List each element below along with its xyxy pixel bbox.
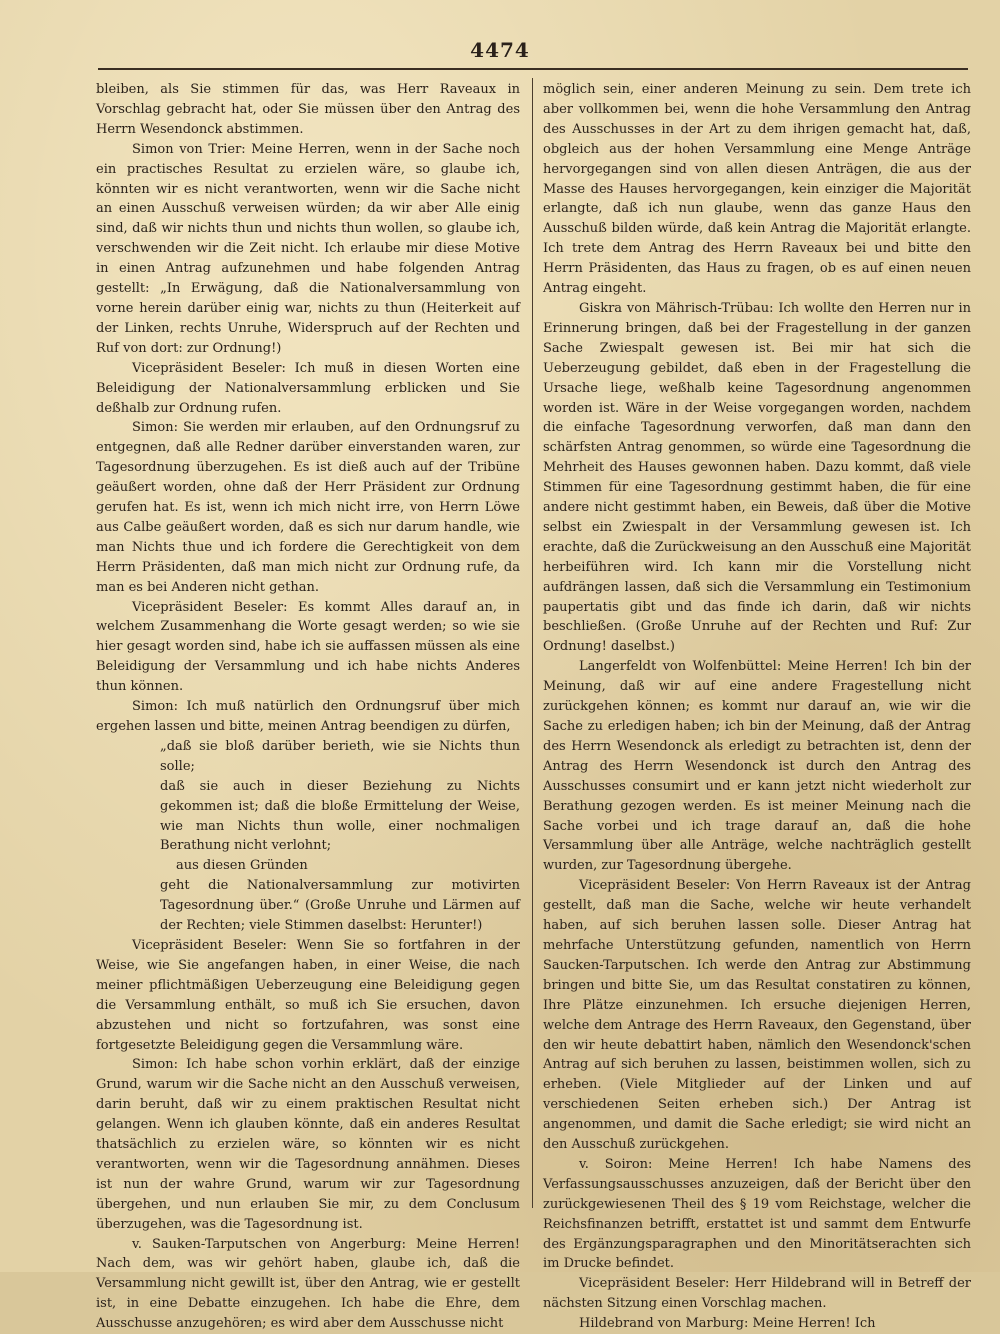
paragraph: Hildebrand von Marburg: Meine Herren! Ich [579, 1316, 876, 1332]
paragraph: Simon: Ich muß natürlich den Ordnungsruf über mich ergehen lassen und bitte, meinen Antrag beendigen zu dürfen, [96, 699, 520, 734]
paragraph: Simon von Trier: Meine Herren, wenn in der Sache noch ein practisches Resultat zu erzielen wäre, so glaube ich, könnten wir es nicht verantworten, wenn wir die Sache nicht an einen Ausschuß verweisen würden; da wir aber Alle einig sind, daß wir nichts thun und nichts thun wollen, so glaube ich, verschwenden wir die Zeit nicht. Ich erlaube mir diese Motive in einen Antrag aufzunehmen und habe folgenden Antrag gestellt: „In Erwägung, daß die Nationalversammlung von vorne herein darüber einig war, nichts zu thun (Heiterkeit auf der Linken, rechts Unruhe, Widerspruch auf der Rechten und Ruf von dort: zur Ordnung!) [96, 141, 520, 356]
motion-quote [96, 737, 520, 936]
paragraph: bleiben, als Sie stimmen für das, was Herr Raveaux in Vorschlag gebracht hat, oder Sie müssen über den Antrag des Herrn Wesendonck abstimmen. [96, 82, 520, 137]
paragraph: v. Soiron: Meine Herren! Ich habe Namens des Verfassungsausschusses anzuzeigen, daß der Bericht über den zurückgewiesenen Theil des § 19 vom Reichstage, welcher die Reichsfinanzen betrifft, erstattet ist und sammt dem Entwurfe des Ergänzungsparagraphen und den Minoritätserachten sich im Drucke befindet. [543, 1156, 971, 1272]
paragraph: Vicepräsident Beseler: Herr Hildebrand will in Betreff der nächsten Sitzung einen Vorschlag machen. [543, 1276, 971, 1312]
paragraph: möglich sein, einer anderen Meinung zu sein. Dem trete ich aber vollkommen bei, wenn die hohe Versammlung den Antrag des Ausschusses in der Art zu dem ihrigen gemacht hat, daß, obgleich aus der hohen Versammlung eine Menge Anträge hervorgegangen sind von allen diesen Anträgen, die aus der Masse des Hauses hervorgegangen, kein einziger die Majorität erlangte, daß ich nun glaube, wenn das ganze Haus den Ausschuß bilden würde, daß kein Antrag die Majorität erlangte. Ich trete dem Antrag des Herrn Raveaux bei und bitte den Herrn Präsidenten, das Haus zu fragen, ob es auf einen neuen Antrag eingeht. [543, 82, 971, 297]
paragraph: Vicepräsident Beseler: Ich muß in diesen Worten eine Beleidigung der Nationalversammlung erblicken und Sie deßhalb zur Ordnung rufen. [96, 360, 520, 416]
quote-line: geht die Nationalversammlung zur motivirten Tagesordnung über.“ (Große Unruhe und Lärmen auf der Rechten; viele Stimmen daselbst: Herunter!) [160, 878, 520, 934]
paragraph: Simon: Sie werden mir erlauben, auf den Ordnungsruf zu entgegnen, daß alle Redner darüber einverstanden waren, zur Tagesordnung überzugehen. Es ist dieß auch auf der Tribüne geäußert worden, ohne daß der Herr Präsident zur Ordnung gerufen hat. Es ist, wenn ich mich nicht irre, von Herrn Löwe aus Calbe geäußert worden, daß es sich nur darum handle, wie man Nichts thue und ich fordere die Gerechtigkeit von dem Herrn Präsidenten, daß man mich nicht zur Ordnung rufe, da man es bei Anderen nicht gethan. [96, 420, 520, 595]
paragraph: Simon: Ich habe schon vorhin erklärt, daß der einzige Grund, warum wir die Sache nicht an den Ausschuß verweisen, darin beruht, daß wir zu einem praktischen Resultat nicht gelangen. Wenn ich glauben könnte, daß ein anderes Resultat thatsächlich zu erzielen wäre, so könnten wir es nicht verantworten, wenn wir die Tagesordnung annähmen. Dieses ist nun der wahre Grund, warum wir zur Tagesordnung übergehen, und nun erlauben Sie mir, zu dem Conclusum überzugehen, was die Tagesordnung ist. [96, 1057, 520, 1232]
paragraph: Langerfeldt von Wolfenbüttel: Meine Herren! Ich bin der Meinung, daß wir auf eine andere Fragestellung nicht zurückgehen können; es kommt nur darauf an, wie wir die Sache zu erledigen haben; ich bin der Meinung, daß der Antrag des Herrn Wesendonck als erledigt zu betrachten ist, denn der Antrag des Herrn Wesendonck ist durch den Antrag des Ausschusses consumirt und er kann jetzt nicht wiederholt zur Berathung gezogen werden. Es ist meiner Meinung nach die Sache vorbei und ich trage darauf an, daß die hohe Versammlung über alle Anträge, welche nachträglich gestellt wurden, zur Tagesordnung übergehe. [543, 659, 971, 874]
header-rule [98, 68, 968, 70]
quote-line: aus diesen Gründen [176, 858, 308, 874]
column-divider [532, 78, 533, 1208]
paragraph: v. Sauken-Tarputschen von Angerburg: Meine Herren! Nach dem, was wir gehört haben, glaube ich, daß die Versammlung nicht gewillt ist, über den Antrag, wie er gestellt ist, in eine Debatte einzugehen. Ich habe die Ehre, dem Ausschusse anzugehören; es wird aber dem Ausschusse nicht [96, 1236, 520, 1332]
paragraph: Vicepräsident Beseler: Von Herrn Raveaux ist der Antrag gestellt, daß man die Sache, welche wir heute verhandelt haben, auf sich beruhen lassen solle. Dieser Antrag hat mehrfache Unterstützung gefunden, namentlich von Herrn Saucken-Tarputschen. Ich werde den Antrag zur Abstimmung bringen und bitte Sie, um das Resultat constatiren zu können, Ihre Plätze einzunehmen. Ich ersuche diejenigen Herren, welche dem Antrage des Herrn Raveaux, den Gegenstand, über den wir heute debattirt haben, nämlich den Wesendonck'schen Antrag auf sich beruhen zu lassen, beistimmen wollen, sich zu erheben. (Viele Mitglieder auf der Linken und auf verschiedenen Seiten erheben sich.) Der Antrag ist angenommen, und damit die Sache erledigt; sie wird nicht an den Ausschuß zurückgehen. [543, 878, 971, 1153]
page-number: 4474 [470, 38, 530, 62]
left-column [96, 80, 520, 1334]
right-column [543, 80, 971, 1334]
quote-line: „daß sie bloß darüber berieth, wie sie Nichts thun solle; [160, 738, 520, 774]
paragraph: Vicepräsident Beseler: Wenn Sie so fortfahren in der Weise, wie Sie angefangen haben, in einer Weise, die nach meiner pflichtmäßigen Ueberzeugung eine Beleidigung gegen die Versammlung enthält, so muß ich Sie ersuchen, davon abzustehen und nicht so fortzufahren, was sonst eine fortgesetzte Beleidigung gegen die Versammlung wäre. [96, 937, 520, 1053]
paragraph: Vicepräsident Beseler: Es kommt Alles darauf an, in welchem Zusammenhang die Worte gesagt werden; so wie sie hier gesagt worden sind, habe ich sie auffassen müssen als eine Beleidigung der Versammlung und ich habe nichts Anderes thun können. [96, 599, 520, 695]
paragraph: Giskra von Mährisch-Trübau: Ich wollte den Herren nur in Erinnerung bringen, daß bei der Fragestellung in der ganzen Sache Zwiespalt gewesen ist. Bei mir hat sich die Ueberzeugung gebildet, daß eben in der Fragestellung die Ursache liege, weßhalb keine Tagesordnung angenommen worden ist. Wäre in der Weise vorgegangen worden, nachdem die einfache Tagesordnung verworfen, daß man dann den schärfsten Antrag genommen, so würde eine Tagesordnung die Mehrheit des Hauses gewonnen haben. Dazu kommt, daß viele Stimmen für eine Tagesordnung gestimmt haben, die für eine andere nicht gestimmt haben, ein Beweis, daß über die Motive selbst ein Zwiespalt in der Versammlung gewesen ist. Ich erachte, daß die Zurückweisung an den Ausschuß eine Majorität herbeiführen wird. Ich kann mir die Vorstellung nicht aufdrängen lassen, daß sich die Versammlung ein Testimonium paupertatis gibt und das finde ich darin, daß wir nichts beschließen. (Große Unruhe auf der Rechten und Ruf: Zur Ordnung! daselbst.) [543, 300, 971, 655]
quote-line: daß sie auch in dieser Beziehung zu Nichts gekommen ist; daß die bloße Ermittelung der Weise, wie man Nichts thun wolle, einer nochmaligen Berathung nicht verlohnt; [160, 778, 520, 854]
